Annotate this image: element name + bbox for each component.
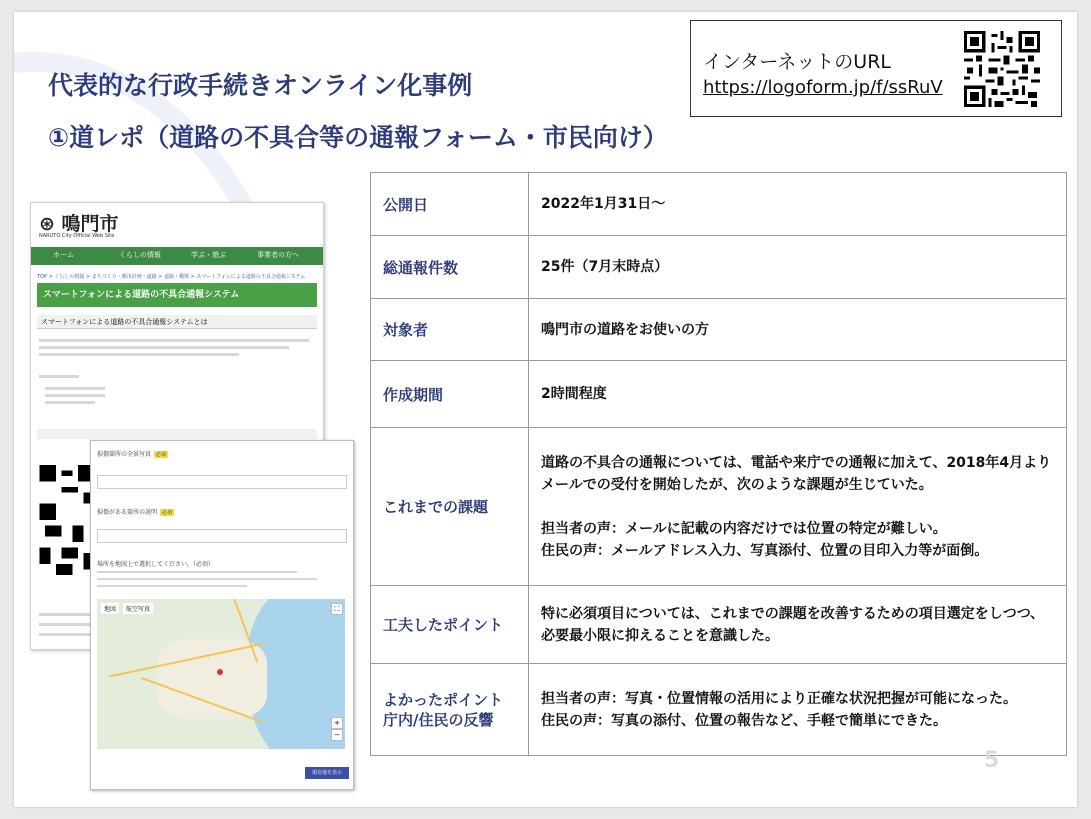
info-table [370,172,1067,756]
form-section-photo: 損傷箇所の全景写真 必須 [97,451,167,458]
text-placeholder [45,394,105,397]
form-section-location: 場所を地図上で選択してください。（必須） [97,561,215,568]
nav-item-home[interactable]: ホーム [53,251,74,259]
row-label-total-reports: 総通報件数 [371,236,529,299]
map-widget[interactable] [97,599,345,749]
fullscreen-icon[interactable]: ⛶ [331,603,343,615]
slide-title: 代表的な行政手続きオンライン化事例 [48,71,473,100]
page-heading: スマートフォンによる道路の不具合通報システム [37,283,317,307]
text-placeholder [39,339,309,342]
qr-code-icon [964,31,1040,107]
section-bar [37,429,317,439]
text-placeholder [97,578,317,580]
city-logo-sub: NARUTO City Official Web Site [39,233,115,239]
photo-upload-field[interactable] [97,475,347,489]
row-label-good-points: よかったポイント 庁内/住民の反響 [371,664,529,756]
zoom-out-icon[interactable]: − [331,729,343,741]
zoom-in-icon[interactable]: + [331,717,343,729]
breadcrumb: TOP > くらしの情報 > まちづくり・都市計画・道路 > 道路・橋梁 > スマートフォンによる道路の不具合通報システム [37,274,306,280]
text-placeholder [39,375,79,378]
map-pin-icon [217,669,223,675]
text-placeholder [45,401,95,404]
table-row [371,361,1067,428]
site-nav [31,247,323,265]
page-number: 5 [984,748,1000,773]
text-placeholder [45,387,105,390]
table-row [371,173,1067,236]
slide-subtitle: ①道レポ（道路の不具合等の通報フォーム・市民向け） [48,123,668,152]
text-placeholder [39,353,239,356]
row-label-ingenuity: 工夫したポイント [371,586,529,664]
row-label-previous-issues: これまでの課題 [371,428,529,586]
nav-item-business[interactable]: 事業者の方へ [257,251,299,259]
table-row [371,299,1067,361]
row-value-previous-issues: 道路の不具合の通報については、電話や来庁での通報に加えて、2018年4月よりメールでの受付を開始したが、次のような課題が生じていた。 担当者の声：メールに記載の内容だけでは位置の特定が難しい。 住民の声：メールアドレス入力、写真添付、位置の目印入力等が面倒。 [529,428,1067,586]
row-label-target: 対象者 [371,299,529,361]
qr-code-icon [39,465,95,575]
table-row [371,428,1067,586]
text-placeholder [97,585,247,587]
description-field[interactable] [97,529,347,543]
row-label-release-date: 公開日 [371,173,529,236]
map-tab-satellite[interactable]: 航空写真 [123,603,153,614]
row-value-target: 鳴門市の道路をお使いの方 [529,299,1067,361]
table-row [371,586,1067,664]
nav-item-life[interactable]: くらしの情報 [119,251,161,259]
url-label: インターネットのURL [703,51,891,73]
table-row [371,236,1067,299]
map-city-area [157,639,267,719]
slide [14,12,1077,807]
city-logo: ⊛ 鳴門市 [39,213,119,235]
url-box [690,20,1062,117]
row-value-creation-period: 2時間程度 [529,361,1067,428]
section-heading: スマートフォンによる道路の不具合通報システムとは [37,315,317,329]
row-label-creation-period: 作成期間 [371,361,529,428]
form-section-description: 損傷がある箇所の説明 必須 [97,509,173,516]
map-tab-map[interactable]: 地図 [101,603,119,614]
text-placeholder [39,346,289,349]
current-location-button[interactable]: 現在地を表示 [305,767,349,779]
text-placeholder [97,571,297,573]
row-value-good-points: 担当者の声：写真・位置情報の活用により正確な状況把握が可能になった。 住民の声：写真の添付、位置の報告など、手軽で簡単にできた。 [529,664,1067,756]
form-screenshot [90,440,354,790]
url-link[interactable]: https://logoform.jp/f/ssRuV [703,77,943,98]
nav-item-learn[interactable]: 学ぶ・遊ぶ [191,251,226,259]
row-value-total-reports: 25件（7月末時点） [529,236,1067,299]
table-row [371,664,1067,756]
row-value-ingenuity: 特に必須項目については、これまでの課題を改善するための項目選定をしつつ、必要最小限に抑えることを意識した。 [529,586,1067,664]
row-value-release-date: 2022年1月31日～ [529,173,1067,236]
